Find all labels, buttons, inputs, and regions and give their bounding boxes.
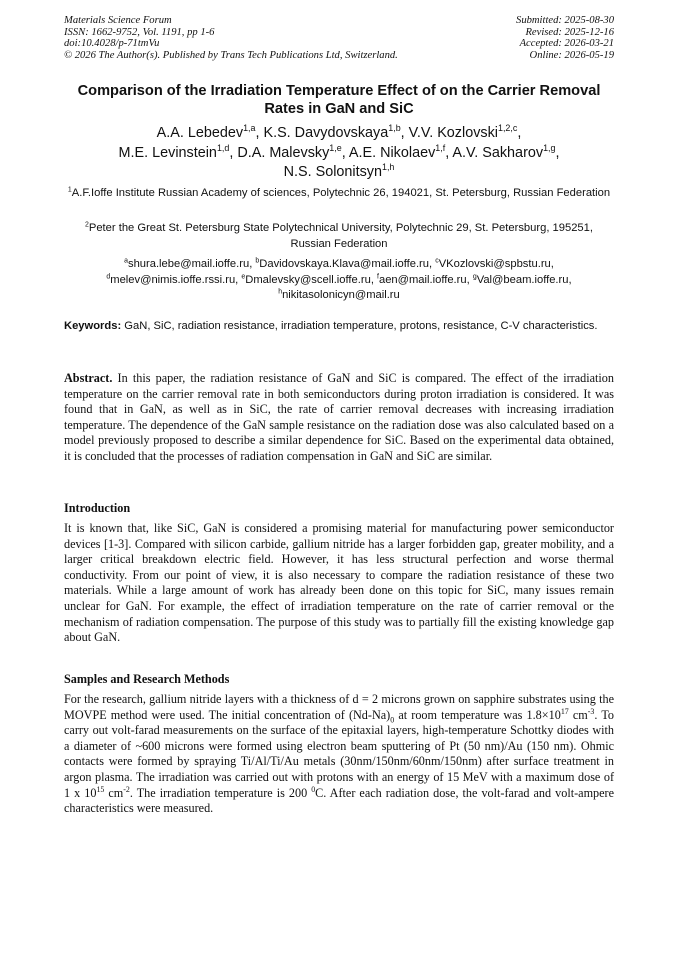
- date-online: Online: 2026-05-19: [529, 50, 614, 62]
- date-revised: Revised: 2025-12-16: [525, 26, 614, 38]
- affiliation-marker: 2: [85, 221, 89, 229]
- author-affiliation-marker: 1,b: [388, 123, 401, 134]
- email-marker: g: [472, 272, 477, 280]
- journal-name: Materials Science Forum: [64, 15, 172, 26]
- author-affiliation-marker: 1,h: [382, 162, 395, 173]
- email-address: VKozlovski@spbstu.ru: [438, 258, 551, 270]
- author-affiliation-marker: 1,g: [543, 142, 556, 153]
- journal-copyright: © 2026 The Author(s). Published by Trans Tech Publications Ltd, Switzerland.: [64, 50, 398, 62]
- author-name: N.S. Solonitsyn: [283, 164, 382, 180]
- affiliation-text: Peter the Great St. Petersburg State Polytechnical University, Polytechnic 29, St. Petersburg, 195251, Russian Federation: [88, 222, 593, 250]
- email-list: $^a$shura.lebe@mail.ioffe.ru, $^b$Davidovskaya.Klava@mail.ioffe.ru, $^c$VKozlovski@spbstu.ru, $^d$melev@nimis.ioffe.rssi.ru, $^e$Dmalevsky@scell.ioffe.ru, $^f$aen@mail.ioffe.ru, $^g$Val@beam.ioffe.ru, $^h$nikitasolonicyn@mail.ru: [106, 257, 572, 301]
- keywords-label: Keywords:: [64, 320, 122, 332]
- superscript: -3: [587, 706, 595, 716]
- subscript: 0: [390, 715, 395, 725]
- email-address: Dmalevsky@scell.ioffe.ru: [245, 273, 371, 286]
- email-address: shura.lebe@mail.ioffe.ru: [127, 258, 250, 270]
- methods-text: cm: [104, 785, 124, 800]
- email-marker: h: [278, 288, 283, 296]
- abstract: [64, 371, 614, 464]
- introduction-heading: Introduction: [64, 501, 131, 515]
- publication-dates: [516, 15, 614, 62]
- author-affiliation-marker: 1,2,c: [498, 123, 518, 134]
- author-list: A.A. Lebedev$^{1,a}$, K.S. Davydovskaya$^{1,b}$, V.V. Kozlovski$^{1,2,c}$, M.E. Levinstein$^{1,d}$, D.A. Malevsky$^{1,e}$, A.E. Nikolaev$^{1,f}$, A.V. Sakharov$^{1,g}$, N.S. Solonitsyn$^{1,h}$: [118, 123, 560, 180]
- methods-heading: Samples and Research Methods: [64, 672, 230, 686]
- email-address: Davidovskaya.Klava@mail.ioffe.ru: [259, 258, 429, 270]
- journal-issn: ISSN: 1662-9752, Vol. 1191, pp 1-6: [64, 26, 215, 38]
- journal-info: [64, 15, 398, 62]
- email-address: nikitasolonicyn@mail.ru: [282, 289, 400, 301]
- abstract-label: Abstract.: [64, 371, 113, 385]
- author-name: K.S. Davydovskaya: [263, 125, 389, 141]
- email-address: Val@beam.ioffe.ru: [476, 273, 569, 286]
- superscript: 0: [311, 784, 316, 794]
- author-name: A.A. Lebedev: [156, 125, 244, 141]
- methods-text: C. After each radiation dose, the volt-farad and volt-ampere characteristics were measured.: [64, 785, 615, 816]
- affiliation-1: [64, 186, 614, 202]
- author-affiliation-marker: 1,e: [329, 142, 342, 153]
- methods-text: at room temperature was 1.8×10: [394, 707, 561, 722]
- author-affiliation-marker: 1,f: [435, 142, 446, 153]
- methods-text: For the research, gallium nitride layers with a thickness of d = 2 microns grown on sapphire substrates using the MOVPE method were used. The initial concentration of (Nd-Na): [64, 692, 614, 722]
- date-accepted: Accepted: 2026-03-21: [519, 38, 614, 50]
- abstract-text: In this paper, the radiation resistance of GaN and SiC is compared. The effect of the irradiation temperature on the carrier removal rate in both semiconductors during proton irradiation is considered. It was found that in GaN, as well as in SiC, the rate of carrier removal decreases with increasing irradiation temperature. The dependence of the GaN sample resistance on the radiation dose was also calculated based on a model previously proposed to describe a similar dependence for SiC. Based on the experimental data obtained, it is concluded that the processes of radiation compensation in GaN and SiC are similar.: [64, 371, 614, 463]
- email-marker: d: [106, 272, 111, 280]
- methods-text: . To carry out volt-farad measurements on the surface of the epitaxial layers, high-temperature Schottky diodes with a diameter of ~600 microns were formed using electron beam sputtering of Pt (50 nm)/Au (150 nm). Ohmic contacts were formed by spraying Ti/Al/Ti/Au metals (30nm/150nm/60nm/150nm) after surface treatment in argon plasma. The irradiation was carried out with protons with an energy of 15 MeV with a maximum dose of 1 x 10: [64, 707, 615, 800]
- author-name: V.V. Kozlovski: [408, 125, 498, 141]
- journal-doi: doi:10.4028/p-71tmVu: [64, 38, 160, 50]
- methods-paragraph: [64, 692, 614, 817]
- methods-text: . The irradiation temperature is 200: [129, 785, 312, 800]
- affiliation-text: A.F.Ioffe Institute Russian Academy of sciences, Polytechnic 26, 194021, St. Petersburg, Russian Federation: [71, 187, 611, 199]
- author-name: A.E. Nikolaev: [348, 144, 436, 161]
- methods-text: cm: [568, 707, 588, 722]
- keywords-text: GaN, SiC, radiation resistance, irradiation temperature, protons, resistance, C-V characteristics.: [121, 320, 598, 332]
- email-marker: c: [435, 257, 439, 265]
- superscript: -2: [123, 784, 130, 794]
- email-marker: e: [241, 272, 246, 280]
- introduction-paragraph: It is known that, like SiC, GaN is considered a promising material for manufacturing power semiconductor devices [1-3]. Compared with silicon carbide, gallium nitride has a larger forbidden gap, greater mobility, and a larger critical breakdown electric field. However, it has less structural perfection and worse thermal conductivity. From our point of view, it is also necessary to compare the radiation resistance of these two materials. While a large amount of work has already been done on this topic for SiC, many issues remain unclear for GaN. For example, the effect of irradiation temperature on the rate of carrier removal or the mechanism of radiation compensation. The purpose of this study was to partially fill the existing knowledge gap about GaN.: [64, 521, 614, 645]
- author-name: D.A. Malevsky: [237, 144, 330, 161]
- author-name: M.E. Levinstein: [118, 144, 217, 161]
- affiliation-marker: 1: [67, 186, 72, 194]
- paper-title: Comparison of the Irradiation Temperature Effect of on the Carrier Removal Rates in GaN and SiC: [77, 83, 601, 117]
- email-marker: a: [124, 257, 128, 265]
- author-name: A.V. Sakharov: [452, 144, 544, 161]
- affiliation-2: [64, 221, 614, 252]
- email-marker: f: [377, 272, 379, 280]
- email-address: aen@mail.ioffe.ru: [378, 273, 467, 286]
- date-submitted: Submitted: 2025-08-30: [516, 15, 614, 26]
- author-affiliation-marker: 1,d: [216, 142, 230, 153]
- superscript: 17: [560, 706, 569, 716]
- superscript: 15: [96, 784, 105, 794]
- email-address: melev@nimis.ioffe.rssi.ru: [110, 273, 236, 286]
- author-affiliation-marker: 1,a: [243, 123, 256, 134]
- keywords: [64, 319, 614, 335]
- journal-header: [64, 15, 614, 62]
- email-marker: b: [255, 257, 260, 265]
